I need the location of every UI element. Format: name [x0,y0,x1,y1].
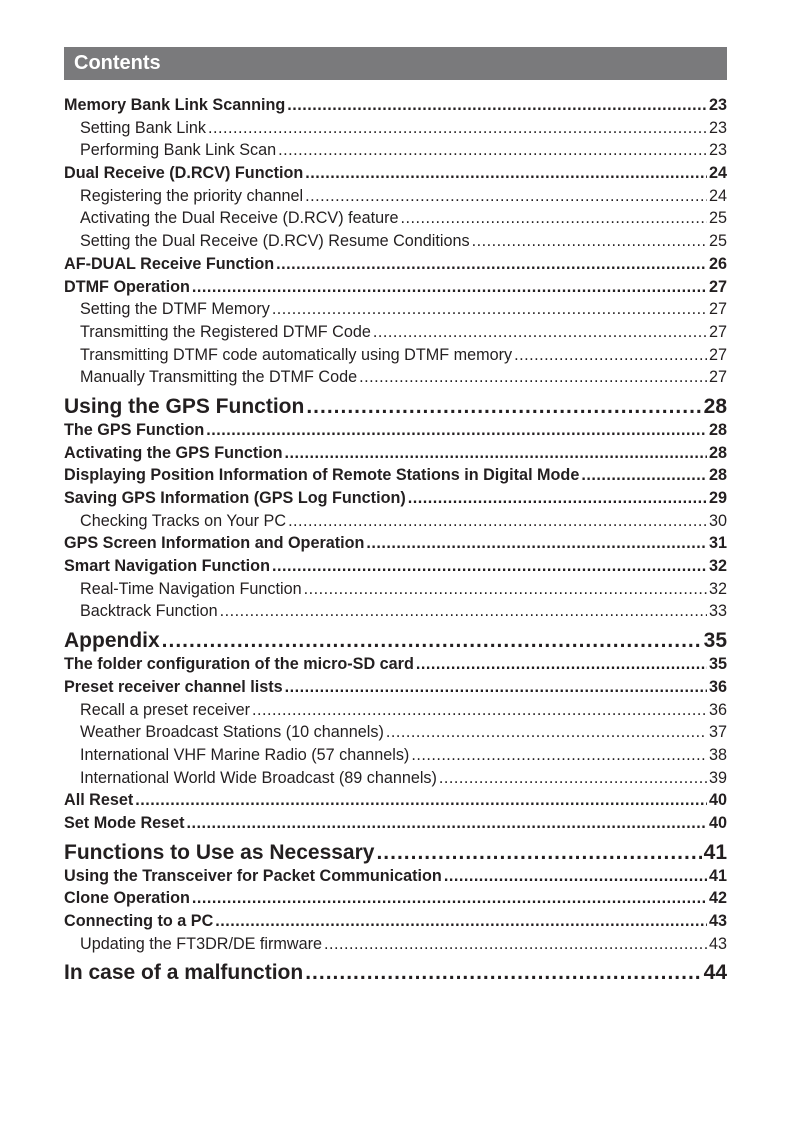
toc-entry-page: 43 [708,912,727,930]
toc-entry-major[interactable] [64,961,727,985]
dot-leader [306,395,701,419]
toc-entry-title: Manually Transmitting the DTMF Code [80,368,358,387]
toc-entry-sub[interactable] [64,298,727,321]
toc-entry-section[interactable] [64,789,727,812]
toc-entry-section[interactable] [64,94,727,117]
toc-entry-page: 41 [703,840,727,864]
toc-entry-page: 38 [708,745,727,764]
toc-entry-section[interactable] [64,532,727,555]
toc-entry-section[interactable] [64,464,727,487]
dot-leader [305,961,701,985]
dot-leader [401,207,707,230]
toc-entry-page: 30 [708,511,727,530]
toc-entry-title: Checking Tracks on Your PC [80,511,287,530]
toc-entry-section[interactable] [64,812,727,835]
toc-entry-title: Activating the Dual Receive (D.RCV) feature [80,209,399,228]
dot-leader [304,578,707,601]
dot-leader [192,276,707,299]
toc-entry-title: Using the Transceiver for Packet Communication [64,866,442,885]
toc-entry-sub[interactable] [64,933,727,956]
toc-entry-page: 28 [708,466,727,485]
toc-entry-title: In case of a malfunction [64,961,304,985]
dot-leader [408,487,707,510]
toc-entry-sub[interactable] [64,721,727,744]
toc-entry-page: 25 [708,232,727,251]
dot-leader [288,510,707,533]
toc-entry-title: Memory Bank Link Scanning [64,96,286,114]
toc-entry-section[interactable] [64,487,727,510]
toc-entry-page: 27 [708,300,727,319]
toc-entry-page: 24 [708,164,727,183]
toc-entry-page: 29 [708,489,727,507]
toc-entry-title: Setting the Dual Receive (D.RCV) Resume Conditions [80,232,470,251]
toc-entry-page: 39 [708,768,727,787]
toc-entry-title: Transmitting DTMF code automatically using DTMF memory [80,345,513,364]
toc-entry-title: Setting the DTMF Memory [80,300,270,319]
toc-entry-sub[interactable] [64,600,727,623]
toc-entry-sub[interactable] [64,744,727,767]
toc-entry-page: 32 [708,579,727,598]
toc-entry-title: Using the GPS Function [64,394,305,418]
toc-entry-sub[interactable] [64,321,727,344]
toc-entry-section[interactable] [64,910,727,933]
toc-entry-page: 27 [708,345,727,364]
toc-entry-sub[interactable] [64,366,727,389]
contents-page [64,47,727,985]
toc-entry-title: Connecting to a PC [64,912,214,930]
toc-entry-sub[interactable] [64,699,727,722]
table-of-contents [64,94,727,985]
toc-entry-title: GPS Screen Information and Operation [64,534,365,553]
dot-leader [305,162,707,185]
dot-leader [411,744,707,767]
toc-entry-page: 43 [708,934,727,953]
toc-entry-section[interactable] [64,162,727,185]
toc-entry-section[interactable] [64,887,727,910]
toc-entry-page: 42 [708,889,727,908]
toc-entry-page: 36 [708,700,727,719]
toc-entry-page: 23 [708,96,727,114]
toc-entry-section[interactable] [64,253,727,276]
toc-entry-title: Saving GPS Information (GPS Log Function) [64,489,406,507]
toc-entry-page: 40 [708,813,727,832]
toc-entry-page: 23 [708,141,727,160]
dot-leader [192,887,707,910]
toc-entry-page: 27 [708,368,727,387]
dot-leader [439,767,707,790]
dot-leader [366,532,707,555]
toc-entry-title: Preset receiver channel lists [64,677,283,696]
toc-entry-page: 35 [708,655,727,674]
toc-entry-sub[interactable] [64,207,727,230]
toc-entry-title: Performing Bank Link Scan [80,141,277,160]
dot-leader [359,366,707,389]
toc-entry-title: International VHF Marine Radio (57 channels) [80,745,410,764]
dot-leader [272,555,707,578]
toc-entry-title: Updating the FT3DR/DE firmware [80,934,322,953]
dot-leader [376,841,701,865]
toc-entry-title: Set Mode Reset [64,813,185,832]
toc-entry-section[interactable] [64,653,727,676]
toc-entry-major[interactable] [64,841,727,865]
toc-entry-major[interactable] [64,395,727,419]
dot-leader [206,419,707,442]
toc-entry-page: 28 [703,394,727,418]
toc-entry-sub[interactable] [64,117,727,140]
toc-entry-title: Recall a preset receiver [80,700,251,719]
toc-entry-page: 33 [708,602,727,621]
toc-entry-page: 40 [708,791,727,810]
toc-entry-sub[interactable] [64,139,727,162]
dot-leader [215,910,707,933]
dot-leader [305,185,707,208]
dot-leader [472,230,707,253]
toc-entry-title: Clone Operation [64,889,190,908]
toc-entry-title: International World Wide Broadcast (89 channels) [80,768,437,787]
toc-entry-page: 31 [708,534,727,553]
dot-leader [386,721,707,744]
toc-entry-title: All Reset [64,791,134,810]
toc-entry-sub[interactable] [64,344,727,367]
contents-header: Contents [64,47,727,80]
dot-leader [276,253,707,276]
toc-entry-sub[interactable] [64,185,727,208]
toc-entry-title: Functions to Use as Necessary [64,840,375,864]
toc-entry-title: Backtrack Function [80,602,218,621]
toc-entry-major[interactable] [64,629,727,653]
toc-entry-page: 27 [708,277,727,296]
toc-entry-title: Dual Receive (D.RCV) Function [64,164,304,183]
toc-entry-page: 28 [708,443,727,462]
toc-entry-title: AF-DUAL Receive Function [64,254,275,273]
toc-entry-title: Appendix [64,629,160,653]
toc-entry-section[interactable] [64,276,727,299]
dot-leader [208,117,707,140]
toc-entry-title: Setting Bank Link [80,118,206,137]
dot-leader [187,812,707,835]
dot-leader [324,933,707,956]
toc-entry-page: 28 [708,420,727,439]
toc-entry-section[interactable] [64,442,727,465]
dot-leader [416,653,707,676]
toc-entry-page: 36 [708,677,727,696]
dot-leader [220,600,707,623]
toc-entry-title: Smart Navigation Function [64,557,270,576]
toc-entry-title: Transmitting the Registered DTMF Code [80,322,371,341]
toc-entry-title: Weather Broadcast Stations (10 channels) [80,723,384,742]
toc-entry-page: 44 [703,961,727,985]
dot-leader [285,676,707,699]
toc-entry-page: 35 [703,629,727,653]
dot-leader [285,442,707,465]
toc-entry-page: 25 [708,209,727,228]
dot-leader [162,629,702,653]
dot-leader [514,344,707,367]
toc-entry-title: Displaying Position Information of Remote Stations in Digital Mode [64,466,580,485]
toc-entry-section[interactable] [64,676,727,699]
dot-leader [287,94,707,117]
dot-leader [278,139,707,162]
toc-entry-title: Activating the GPS Function [64,443,283,462]
dot-leader [272,298,707,321]
dot-leader [373,321,707,344]
toc-entry-page: 27 [708,322,727,341]
toc-entry-section[interactable] [64,419,727,442]
toc-entry-title: Real-Time Navigation Function [80,579,302,598]
toc-entry-page: 26 [708,254,727,273]
dot-leader [135,789,707,812]
toc-entry-page: 32 [708,557,727,576]
toc-entry-page: 37 [708,723,727,742]
toc-entry-title: DTMF Operation [64,277,190,296]
toc-entry-page: 24 [708,186,727,205]
toc-entry-page: 41 [708,866,727,885]
dot-leader [581,464,707,487]
toc-entry-sub[interactable] [64,510,727,533]
toc-entry-section[interactable] [64,555,727,578]
toc-entry-sub[interactable] [64,230,727,253]
toc-entry-title: The folder configuration of the micro-SD card [64,655,414,674]
dot-leader [444,865,707,888]
toc-entry-sub[interactable] [64,767,727,790]
toc-entry-section[interactable] [64,865,727,888]
toc-entry-sub[interactable] [64,578,727,601]
toc-entry-title: The GPS Function [64,420,205,439]
toc-entry-title: Registering the priority channel [80,186,304,205]
toc-entry-page: 23 [708,118,727,137]
dot-leader [252,699,707,722]
